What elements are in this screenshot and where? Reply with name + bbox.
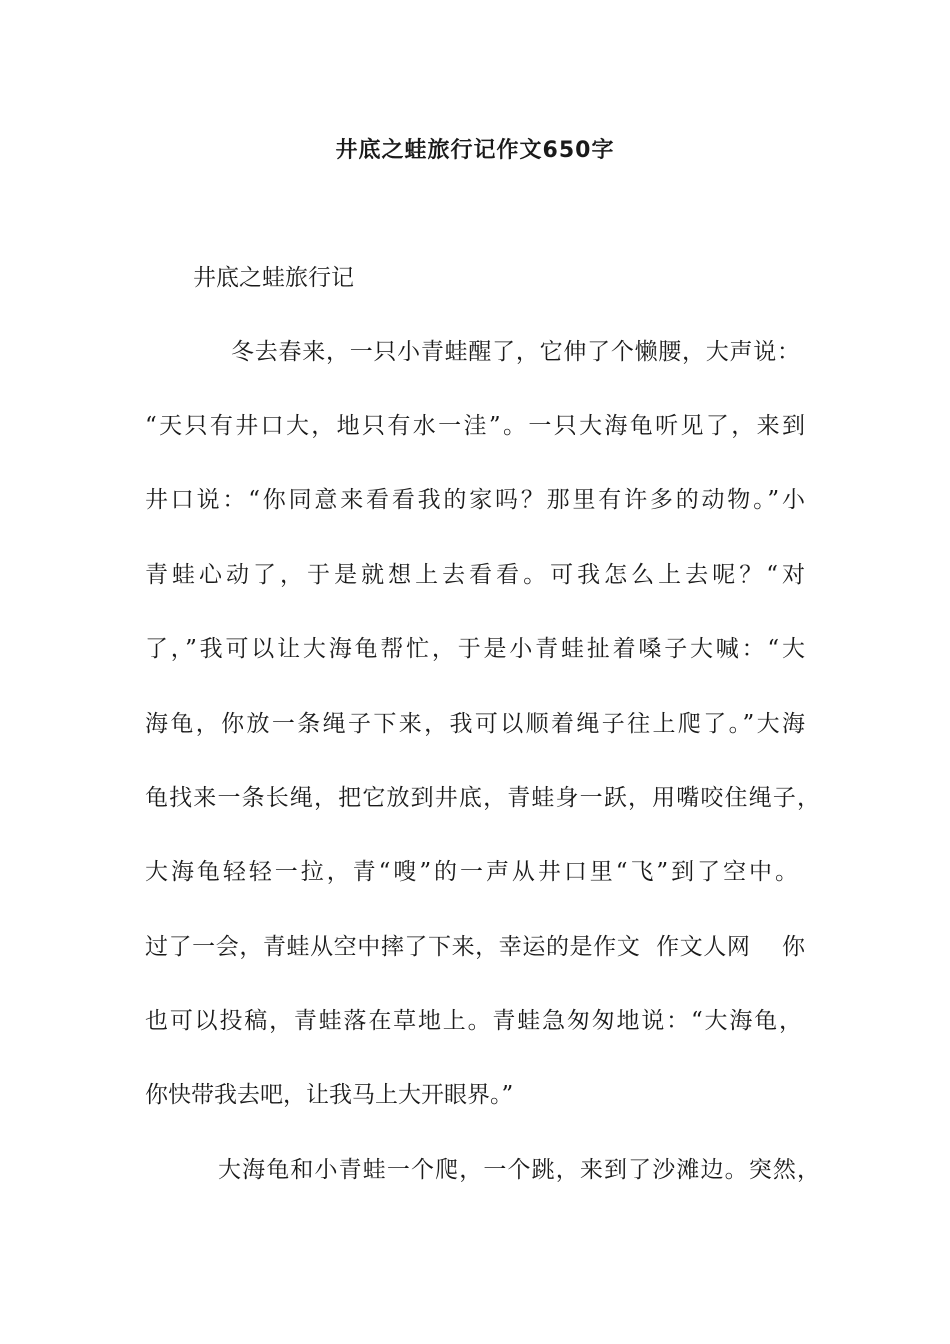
paragraph-line: 大海龟和小青蛙一个爬，一个跳，来到了沙滩边。突然， bbox=[218, 1157, 820, 1183]
paragraph-line: 你快带我去吧，让我马上大开眼界。” bbox=[145, 1082, 514, 1108]
paragraph-line: 龟找来一条长绳，把它放到井底，青蛙身一跃，用嘴咬住绳子， bbox=[145, 785, 820, 811]
paragraph-line: 冬去春来，一只小青蛙醒了，它伸了个懒腰，大声说： bbox=[231, 339, 800, 365]
document-title: 井底之蛙旅行记作文650字 bbox=[335, 138, 615, 163]
paragraph-line: “天只有井口大，地只有水一洼”。一只大海龟听见了，来到 bbox=[145, 413, 805, 439]
paragraph-line: 大海龟轻轻一拉，青“嗖”的一声从井口里“飞”到了空中。 bbox=[145, 859, 798, 885]
paragraph-line: 海龟，你放一条绳子下来，我可以顺着绳子往上爬了。”大海 bbox=[145, 711, 805, 737]
paragraph-line: 也可以投稿，青蛙落在草地上。青蛙急匆匆地说：“大海龟， bbox=[145, 1008, 802, 1034]
paragraph-line: 了，”我可以让大海龟帮忙，于是小青蛙扯着嗓子大喊：“大 bbox=[145, 636, 805, 662]
essay-subtitle: 井底之蛙旅行记 bbox=[193, 265, 354, 291]
paragraph-line: 青蛙心动了，于是就想上去看看。可我怎么上去呢？“对 bbox=[145, 562, 805, 588]
paragraph-line: 井口说：“你同意来看看我的家吗？那里有许多的动物。”小 bbox=[145, 487, 805, 513]
paragraph-line: 过了一会，青蛙从空中摔了下来，幸运的是作文 作文人网 你 bbox=[145, 934, 805, 960]
